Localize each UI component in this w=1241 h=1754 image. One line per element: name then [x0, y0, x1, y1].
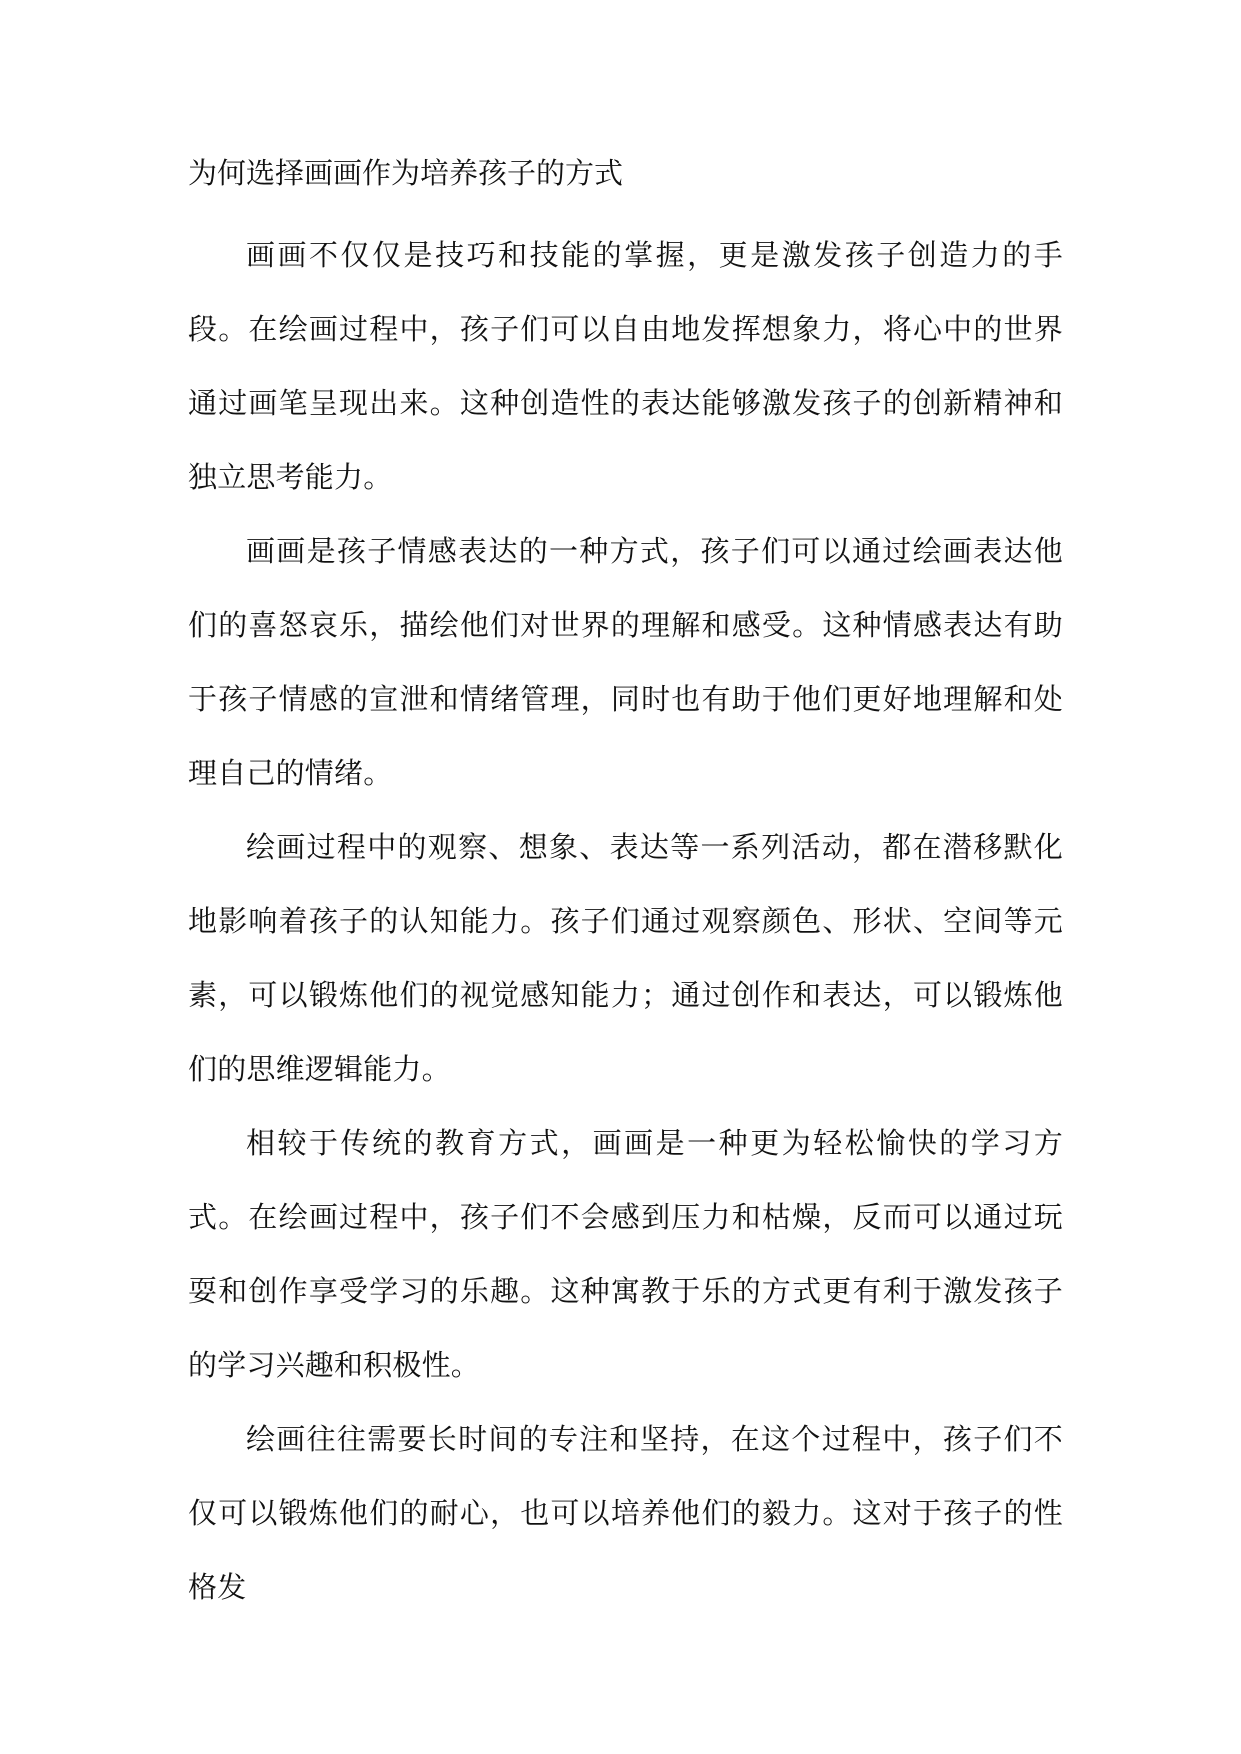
paragraph-learning-fun: 相较于传统的教育方式，画画是一种更为轻松愉快的学习方式。在绘画过程中，孩子们不会感到压力和枯燥，反而可以通过玩耍和创作享受学习的乐趣。这种寓教于乐的方式更有利于激发孩子的学习兴趣和积极性。 — [188, 1126, 1063, 1382]
paragraph-cognition: 绘画过程中的观察、想象、表达等一系列活动，都在潜移默化地影响着孩子的认知能力。孩子们通过观察颜色、形状、空间等元素，可以锻炼他们的视觉感知能力；通过创作和表达，可以锻炼他们的思维逻辑能力。 — [188, 830, 1063, 1086]
paragraph-creativity: 画画不仅仅是技巧和技能的掌握，更是激发孩子创造力的手段。在绘画过程中，孩子们可以自由地发挥想象力，将心中的世界通过画笔呈现出来。这种创造性的表达能够激发孩子的创新精神和独立思考能力。 — [188, 238, 1063, 494]
paragraph-emotion: 画画是孩子情感表达的一种方式，孩子们可以通过绘画表达他们的喜怒哀乐，描绘他们对世界的理解和感受。这种情感表达有助于孩子情感的宣泄和情绪管理，同时也有助于他们更好地理解和处理自己的情绪。 — [188, 534, 1063, 790]
paragraph-perseverance: 绘画往往需要长时间的专注和坚持，在这个过程中，孩子们不仅可以锻炼他们的耐心，也可以培养他们的毅力。这对于孩子的性格发 — [188, 1422, 1063, 1604]
document-body — [188, 146, 1063, 1624]
document-title: 为何选择画画作为培养孩子的方式 — [188, 156, 624, 190]
